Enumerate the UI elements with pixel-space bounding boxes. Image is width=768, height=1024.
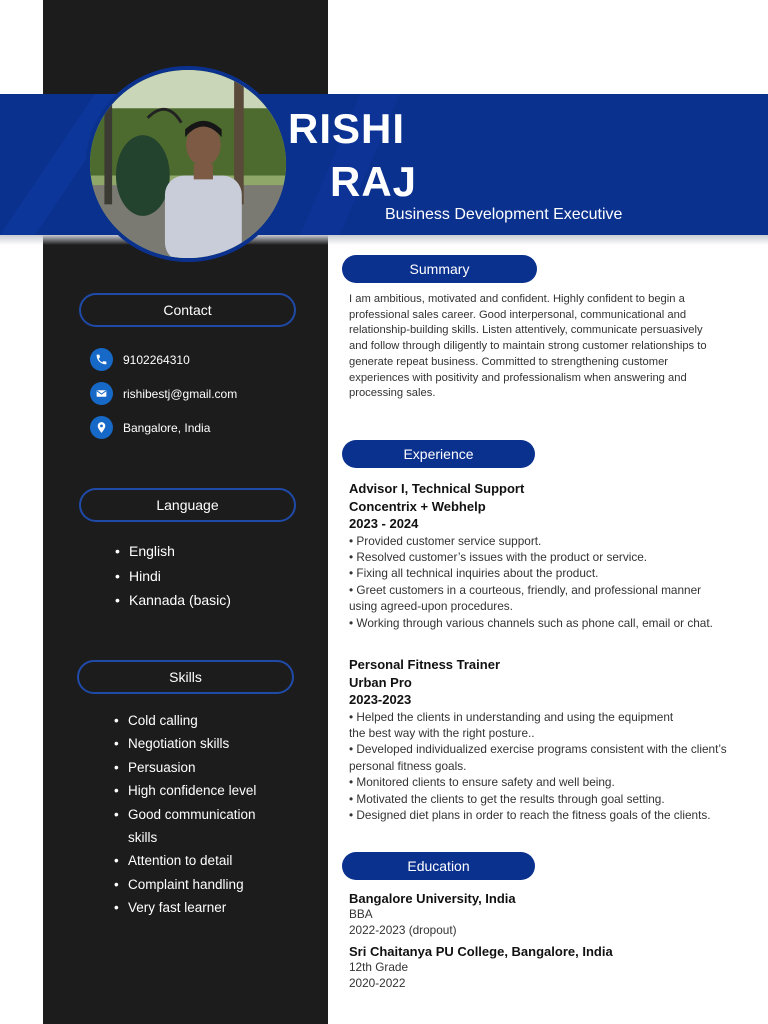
contact-location [90,416,210,439]
list-item: • Hindi [115,564,231,589]
job-bullet: • Monitored clients to ensure safety and well being. [349,775,615,790]
list-item: • Good communication skills [114,803,274,850]
education-dates: 2020-2022 [349,975,406,990]
skills-list [114,709,304,920]
list-item: • Attention to detail [114,849,304,872]
first-name: RISHI [288,105,406,152]
email-icon [90,382,113,405]
school-name: Bangalore University, India [349,891,516,906]
education-entry [349,890,739,938]
education-dates: 2022-2023 (dropout) [349,922,457,937]
list-item: • High confidence level [114,779,304,802]
experience-heading: Experience [342,440,535,468]
profile-photo [86,66,290,262]
last-name: RAJ [330,158,418,205]
job-bullet: • Fixing all technical inquiries about the product. [349,566,599,581]
list-item: • Persuasion [114,756,304,779]
list-item: • Negotiation skills [114,732,304,755]
summary-heading: Summary [342,255,537,283]
list-item: • English [115,539,231,564]
job-bullet: • Resolved customer’s issues with the product or service. [349,549,648,564]
school-name: Sri Chaitanya PU College, Bangalore, India [349,944,613,959]
list-item: • Cold calling [114,709,304,732]
phone-icon [90,348,113,371]
list-item: • Very fast learner [114,896,304,919]
phone-number: 9102264310 [123,352,190,367]
job-bullet: • Designed diet plans in order to reach the fitness goals of the clients. [349,807,711,822]
email-address: rishibestj@gmail.com [123,386,238,401]
job-bullet: • Greet customers in a courteous, friendly, and professional manner using agreed-upon procedures. [349,582,702,614]
language-heading: Language [79,488,296,522]
language-list [115,539,231,613]
summary-text: I am ambitious, motivated and confident. Highly confident to begin a professional sales career. Good interpersonal, communicational and relationship-building skills. Listen attentively, communicate persuasively and follow through diligently to maintain strong customer relationships to generate repeat business. Committed to strengthening customer experiences with positivity and professionalism when answering and processing sales. [349,293,707,400]
job-dates: 2023 - 2024 [349,516,419,531]
job-bullet: • Provided customer service support. [349,533,542,548]
contact-heading: Contact [79,293,296,327]
job-role: Personal Fitness Trainer [349,657,501,672]
contact-email [90,382,237,405]
job-company: Urban Pro [349,674,412,690]
job-entry [349,656,734,823]
skills-heading: Skills [77,660,294,694]
job-title: Business Development Executive [385,206,623,223]
job-bullet: • Motivated the clients to get the results through goal setting. [349,791,665,806]
job-entry [349,480,734,631]
location-text: Bangalore, India [123,420,211,435]
list-item: • Kannada (basic) [115,588,231,613]
job-bullet: • Helped the clients in understanding and using the equipment the best way with the right posture.. [349,709,674,740]
job-dates: 2023-2023 [349,692,412,707]
banner-shadow [0,235,768,245]
job-bullet: • Developed individualized exercise programs consistent with the client’s personal fitness goals. [349,742,727,773]
job-bullet: • Working through various channels such as phone call, email or chat. [349,615,713,630]
degree: 12th Grade [349,960,409,974]
location-icon [90,416,113,439]
degree: BBA [349,907,373,921]
contact-phone [90,348,190,371]
education-entry [349,943,739,991]
education-heading: Education [342,852,535,880]
job-role: Advisor I, Technical Support [349,481,525,496]
list-item: • Complaint handling [114,873,304,896]
job-company: Concentrix + Webhelp [349,498,486,514]
